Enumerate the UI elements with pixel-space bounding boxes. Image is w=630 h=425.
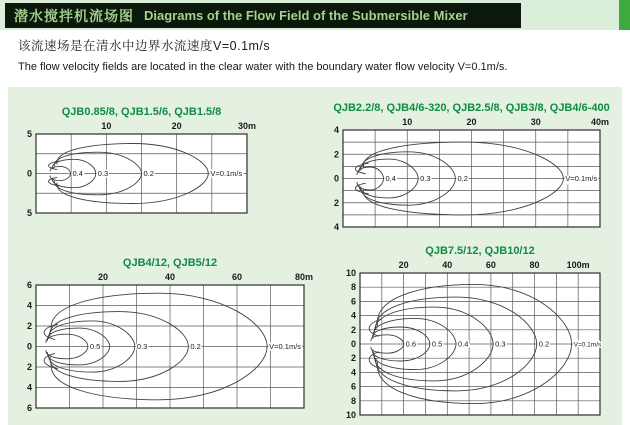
y-tick-label: 4 — [26, 382, 32, 393]
y-tick-label: 5 — [26, 208, 32, 218]
y-tick-label: 0 — [350, 339, 356, 349]
contour-label: 0.3 — [495, 339, 506, 349]
contour-label: 0.5 — [89, 342, 101, 351]
flow-field-chart — [346, 260, 602, 420]
intro-line-en: The flow velocity fields are located in the clear water with the boundary water flow velocity V=0.1m/s. — [18, 61, 508, 73]
y-tick-label: 10 — [345, 268, 356, 278]
chart-title: QJB0.85/8, QJB1.5/6, QJB1.5/8 — [61, 106, 222, 118]
contour-label: 0.3 — [97, 169, 109, 178]
y-tick-label: 6 — [350, 381, 356, 392]
intro-line-zh: 该流速场是在清水中边界水流速度V=0.1m/s — [18, 39, 271, 53]
y-tick-label: 10 — [345, 410, 356, 420]
contour-label: V=0.1m/s — [210, 169, 243, 178]
x-tick-label: 60 — [485, 260, 496, 270]
y-tick-label: 4 — [333, 125, 339, 135]
y-tick-label: 6 — [26, 280, 32, 290]
page-title-en: Diagrams of the Flow Field of the Submersible Mixer — [144, 8, 468, 23]
contour-label: 0.3 — [420, 174, 431, 183]
page-title-zh: 潜水搅拌机流场图 — [14, 7, 134, 24]
y-tick-label: 0 — [26, 168, 32, 179]
x-tick-label: 20 — [398, 260, 409, 270]
y-tick-label: 4 — [333, 222, 339, 232]
y-tick-label: 5 — [26, 129, 32, 139]
flow-field-chart — [27, 272, 313, 413]
contour-label: V=0.1m/s — [269, 342, 302, 351]
chart-title: QJB2.2/8, QJB4/6-320, QJB2.5/8, QJB3/8, QJB4/6-400 — [333, 102, 610, 114]
contour-label: 0.3 — [136, 342, 148, 351]
y-tick-label: 2 — [26, 362, 32, 372]
contour-label: 0.2 — [457, 174, 468, 183]
contour-label: 0.4 — [72, 169, 83, 178]
flow-field-chart — [334, 117, 609, 232]
y-tick-label: 0 — [26, 341, 32, 352]
contour-label: V=0.1m/s — [565, 174, 598, 183]
contour-label: 0.2 — [143, 169, 154, 178]
y-tick-label: 0 — [333, 173, 339, 184]
chart-title: QJB4/12, QJB5/12 — [122, 257, 218, 269]
y-tick-label: 6 — [26, 403, 32, 413]
x-tick-label: 40 — [442, 260, 453, 270]
contour-label: 0.6 — [405, 339, 417, 349]
x-tick-label: 10 — [402, 117, 413, 127]
y-tick-label: 8 — [350, 282, 356, 293]
flow-field-chart — [27, 121, 256, 218]
y-tick-label: 8 — [350, 395, 356, 406]
x-tick-label: 20 — [466, 117, 477, 127]
y-tick-label: 6 — [350, 296, 356, 307]
x-tick-label: 10 — [101, 121, 112, 131]
y-tick-label: 2 — [350, 353, 356, 364]
contour-label: 0.2 — [190, 342, 201, 351]
y-tick-label: 2 — [333, 197, 339, 208]
y-tick-label: 2 — [333, 149, 339, 160]
chart-title: QJB7.5/12, QJB10/12 — [425, 245, 535, 257]
x-tick-label: 30 — [530, 117, 541, 127]
contour-label: 0.4 — [385, 174, 396, 183]
x-tick-label: 60 — [231, 272, 243, 282]
y-tick-label: 2 — [26, 321, 32, 331]
x-tick-label: 100m — [566, 260, 590, 270]
x-tick-label: 20 — [97, 272, 109, 282]
y-tick-label: 2 — [350, 324, 356, 335]
y-tick-label: 4 — [26, 300, 32, 311]
y-tick-label: 4 — [350, 367, 356, 378]
x-tick-label: 40m — [590, 117, 610, 127]
x-tick-label: 20 — [171, 121, 182, 131]
y-tick-label: 4 — [350, 310, 356, 321]
x-tick-label: 80m — [294, 272, 314, 282]
contour-label: V=0.1m/s — [573, 341, 602, 349]
x-tick-label: 30m — [237, 121, 257, 131]
contour-label: 0.5 — [431, 339, 443, 349]
x-tick-label: 40 — [164, 272, 176, 282]
contour-label: 0.2 — [538, 339, 550, 349]
contour-label: 0.4 — [458, 339, 469, 349]
x-tick-label: 80 — [529, 260, 540, 270]
